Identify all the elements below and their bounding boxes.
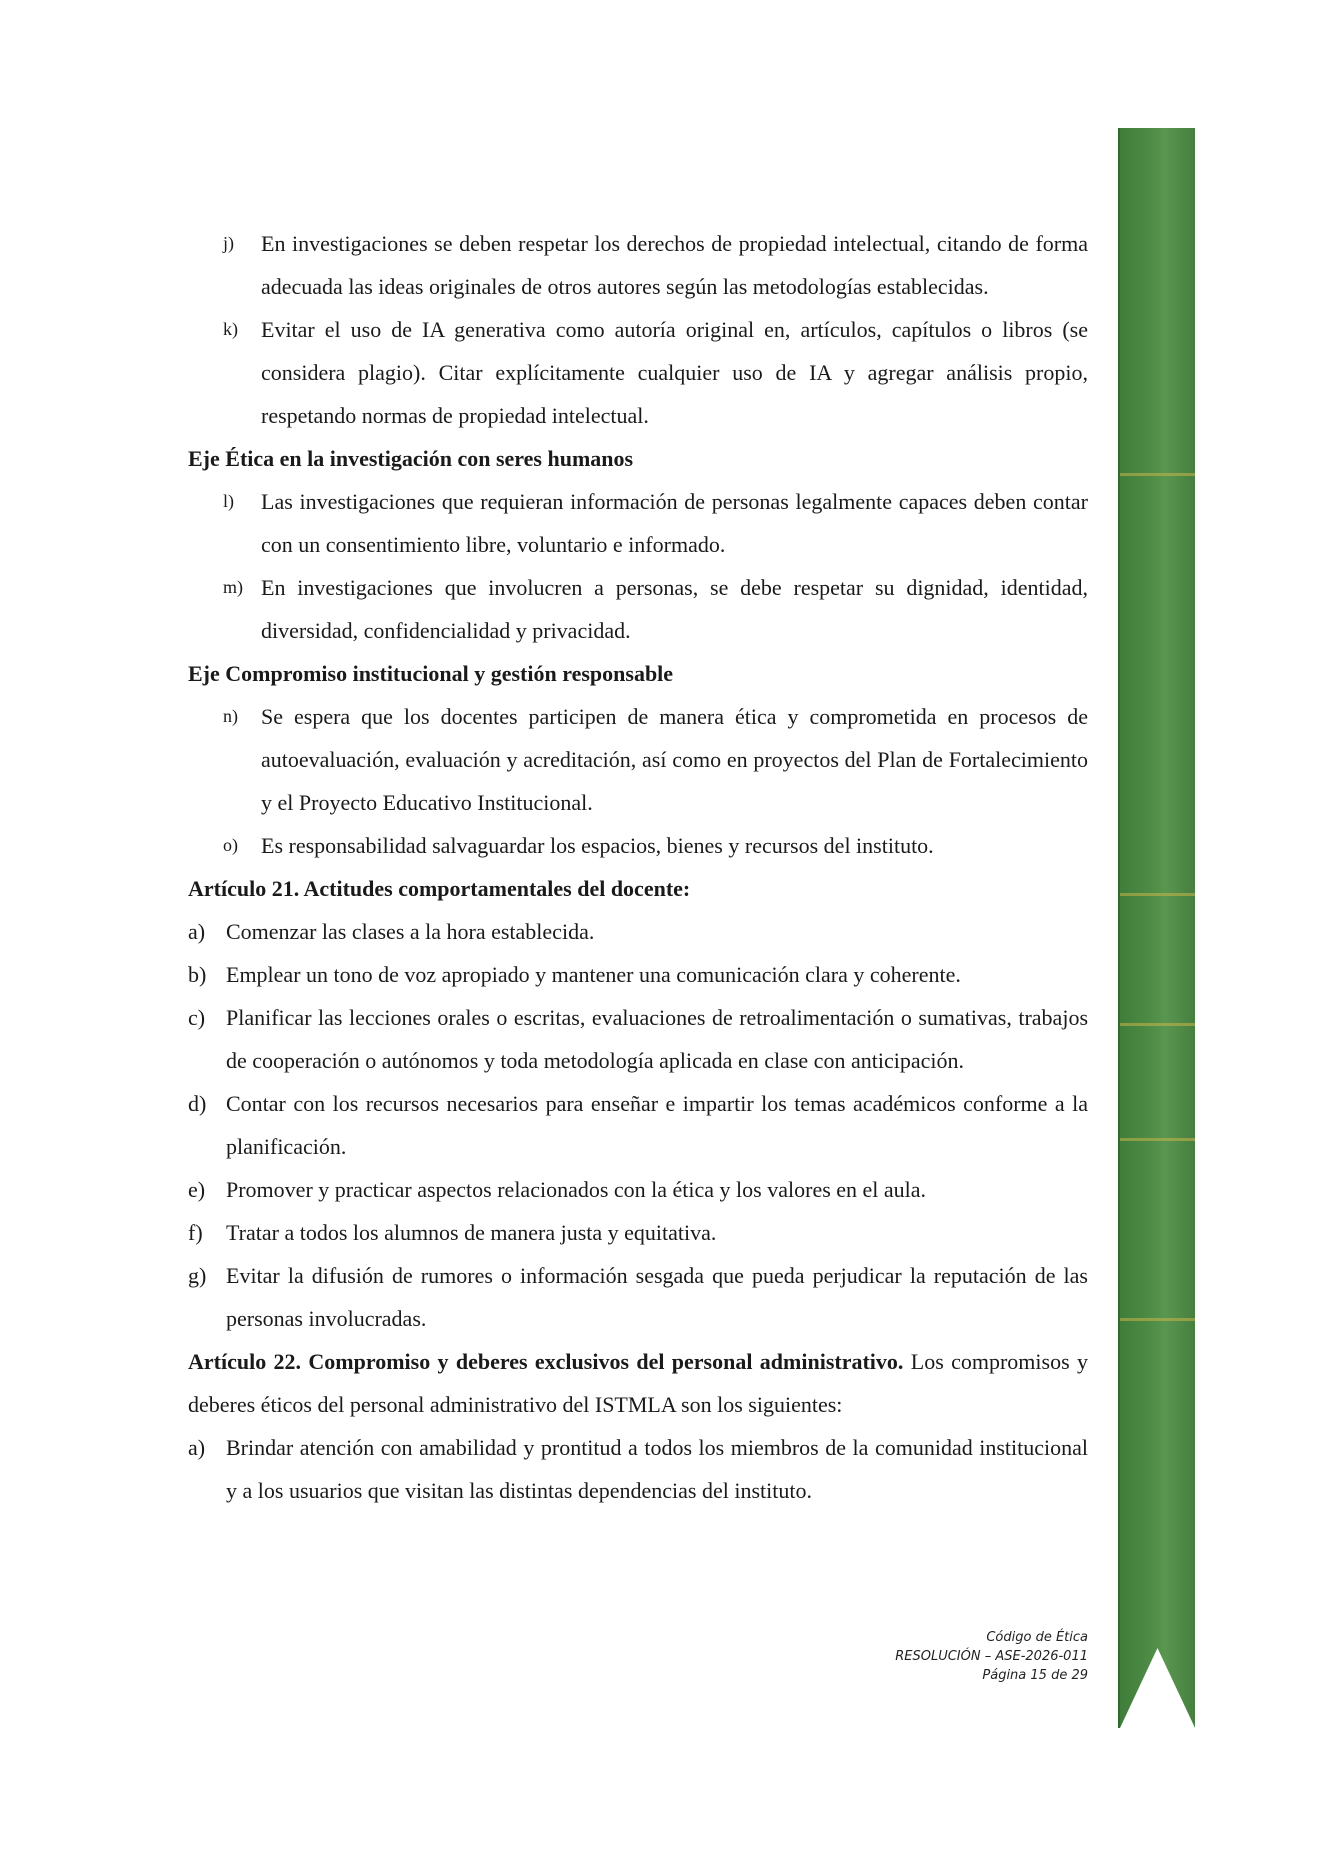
list-item-text: Contar con los recursos necesarios para enseñar e impartir los temas académicos conforme a la planificación. bbox=[226, 1091, 1088, 1159]
list-item-label: d) bbox=[188, 1091, 207, 1116]
list-item-n bbox=[188, 695, 1088, 824]
article-21-item-c bbox=[188, 996, 1088, 1082]
list-item-label: b) bbox=[188, 962, 207, 987]
article-21-title: Artículo 21. Actitudes comportamentales del docente: bbox=[188, 876, 691, 901]
article-21-item-b bbox=[188, 953, 1088, 996]
list-item-l bbox=[188, 480, 1088, 566]
article-21-item-d bbox=[188, 1082, 1088, 1168]
list-item-label: m) bbox=[223, 577, 243, 597]
list-item-label: a) bbox=[188, 919, 206, 944]
list-item-text: En investigaciones que involucren a personas, se debe respetar su dignidad, identidad, diversidad, confidencialidad y privacidad. bbox=[261, 575, 1088, 643]
list-item-text: Tratar a todos los alumnos de manera justa y equitativa. bbox=[226, 1220, 717, 1245]
article-22-title: Artículo 22. Compromiso y deberes exclusivos del personal administrativo. bbox=[188, 1349, 904, 1374]
list-item-text: Evitar el uso de IA generativa como autoría original en, artículos, capítulos o libros (se considera plagio). Citar explícitamente cualquier uso de IA y agregar análisis propio, respetando normas de propiedad intelectual. bbox=[261, 317, 1088, 428]
article-21-item-f bbox=[188, 1211, 1088, 1254]
list-item-j bbox=[188, 222, 1088, 308]
footer-page-number: Página 15 de 29 bbox=[982, 1668, 1088, 1683]
list-item-text: Comenzar las clases a la hora establecida. bbox=[226, 919, 595, 944]
footer-resolution: RESOLUCIÓN – ASE-2026-011 bbox=[895, 1649, 1088, 1664]
list-item-label: k) bbox=[223, 319, 238, 339]
green-ribbon-decoration bbox=[1120, 128, 1195, 1728]
list-item-m bbox=[188, 566, 1088, 652]
list-item-o bbox=[188, 824, 1088, 867]
list-item-label: c) bbox=[188, 1005, 206, 1030]
list-item-label: l) bbox=[223, 491, 234, 511]
list-item-text: Promover y practicar aspectos relacionados con la ética y los valores en el aula. bbox=[226, 1177, 927, 1202]
document-body bbox=[188, 222, 1088, 1512]
section-heading-compromiso: Eje Compromiso institucional y gestión responsable bbox=[188, 661, 674, 686]
footer-document-name: Código de Ética bbox=[986, 1630, 1088, 1645]
page-footer bbox=[895, 1628, 1088, 1685]
article-21-item-g bbox=[188, 1254, 1088, 1340]
article-22-intro: Los compromisos y deberes éticos del personal administrativo del ISTMLA son los siguientes: bbox=[188, 1349, 1088, 1417]
list-item-text: Las investigaciones que requieran información de personas legalmente capaces deben contar con un consentimiento libre, voluntario e informado. bbox=[261, 489, 1088, 557]
list-item-label: n) bbox=[223, 706, 238, 726]
list-item-text: En investigaciones se deben respetar los derechos de propiedad intelectual, citando de forma adecuada las ideas originales de otros autores según las metodologías establecidas. bbox=[261, 231, 1088, 299]
article-21-item-a bbox=[188, 910, 1088, 953]
list-item-label: o) bbox=[223, 835, 238, 855]
list-item-text: Planificar las lecciones orales o escritas, evaluaciones de retroalimentación o sumativas, trabajos de cooperación o autónomos y toda metodología aplicada en clase con anticipación. bbox=[226, 1005, 1088, 1073]
list-item-k bbox=[188, 308, 1088, 437]
article-21-item-e bbox=[188, 1168, 1088, 1211]
article-22-paragraph bbox=[188, 1340, 1088, 1426]
list-item-text: Emplear un tono de voz apropiado y mantener una comunicación clara y coherente. bbox=[226, 962, 961, 987]
list-item-label: a) bbox=[188, 1435, 206, 1460]
list-item-text: Evitar la difusión de rumores o información sesgada que pueda perjudicar la reputación de las personas involucradas. bbox=[226, 1263, 1088, 1331]
section-heading-etica: Eje Ética en la investigación con seres humanos bbox=[188, 446, 634, 471]
article-22-item-a bbox=[188, 1426, 1088, 1512]
list-item-text: Se espera que los docentes participen de manera ética y comprometida en procesos de autoevaluación, evaluación y acreditación, así como en proyectos del Plan de Fortalecimiento y el Proyecto Educativo Institucional. bbox=[261, 704, 1088, 815]
list-item-label: g) bbox=[188, 1263, 207, 1288]
list-item-label: f) bbox=[188, 1220, 203, 1245]
list-item-label: j) bbox=[223, 233, 234, 253]
list-item-label: e) bbox=[188, 1177, 206, 1202]
list-item-text: Brindar atención con amabilidad y prontitud a todos los miembros de la comunidad institucional y a los usuarios que visitan las distintas dependencias del instituto. bbox=[226, 1435, 1088, 1503]
list-item-text: Es responsabilidad salvaguardar los espacios, bienes y recursos del instituto. bbox=[261, 833, 934, 858]
